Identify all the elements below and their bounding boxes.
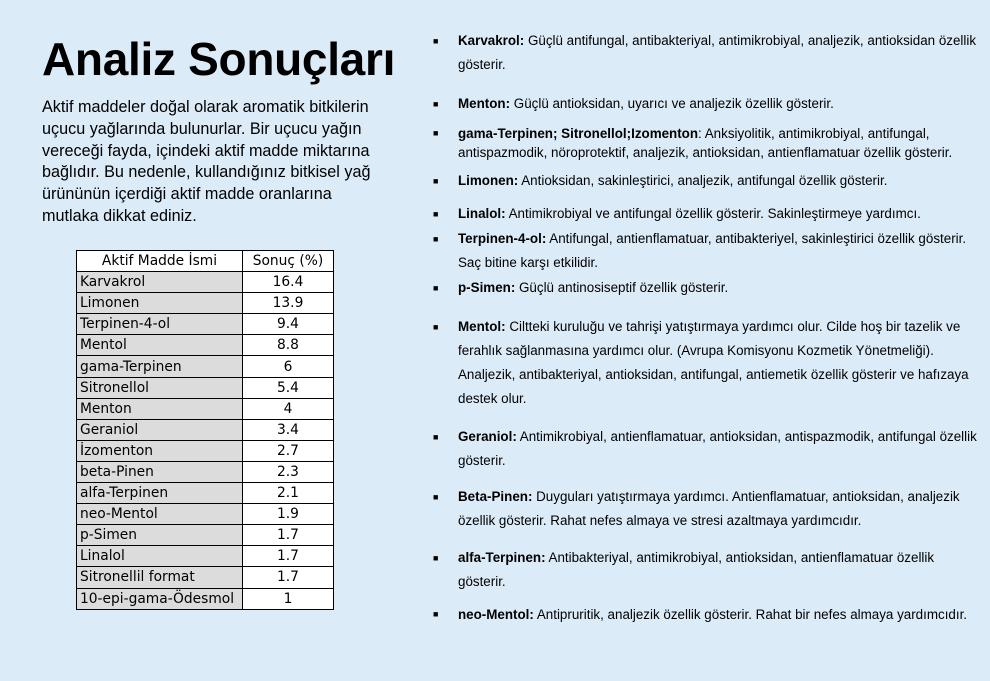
results-table bbox=[76, 250, 334, 610]
list-item-neo-mentol bbox=[433, 605, 979, 624]
item-name: alfa-Terpinen: bbox=[458, 550, 546, 565]
square-bullet-icon: ■ bbox=[433, 234, 439, 244]
substance-value: 1.7 bbox=[243, 546, 334, 567]
substance-name: Sitronellol bbox=[77, 377, 243, 398]
substance-value: 16.4 bbox=[243, 272, 334, 293]
item-description: Güçlü antinosiseptif özellik gösterir. bbox=[515, 280, 729, 295]
list-item-p-simen bbox=[433, 276, 979, 300]
table-row bbox=[77, 356, 334, 377]
substance-value: 1 bbox=[243, 588, 334, 609]
item-description: Antioksidan, sakinleştirici, analjezik, antifungal özellik gösterir. bbox=[518, 173, 888, 188]
substance-name: beta-Pinen bbox=[77, 461, 243, 482]
intro-paragraph: Aktif maddeler doğal olarak aromatik bitkilerin uçucu yağlarında bulunurlar. Bir uçucu yağın vereceği fayda, içindeki aktif madde miktarına bağlıdır. Bu nedenle, kullandığınız bitkisel yağ ürününün içerdiği aktif madde oranlarına mutlaka dikkat ediniz. bbox=[42, 98, 371, 225]
square-bullet-icon: ■ bbox=[433, 283, 439, 293]
list-item-beta-pinen bbox=[433, 485, 979, 533]
item-description: Ciltteki kuruluğu ve tahrişi yatıştırmaya yardımcı olur. Cilde hoş bir tazelik ve ferahlık sağlanmasına yardımcı olur. (Avrupa Komisyonu Kozmetik Yönetmeliği). Analjezik, antibakteriyal, antioksidan, antifungal, antiemetik özellik gösterir ve hafızaya destek olur. bbox=[458, 319, 969, 406]
item-name: Karvakrol: bbox=[458, 33, 525, 48]
item-description: Güçlü antifungal, antibakteriyal, antimikrobiyal, analjezik, antioksidan özellik gösterir. bbox=[458, 33, 977, 72]
substance-value: 5.4 bbox=[243, 377, 334, 398]
list-item-karvakrol bbox=[433, 29, 979, 77]
table-row bbox=[77, 419, 334, 440]
item-name: Beta-Pinen: bbox=[458, 489, 533, 504]
item-name: Limonen: bbox=[458, 173, 519, 188]
item-description: Antimikrobiyal ve antifungal özellik gösterir. Sakinleştirmeye yardımcı. bbox=[505, 206, 921, 221]
page-title: Analiz Sonuçları bbox=[42, 33, 396, 85]
substance-name: Limonen bbox=[77, 293, 243, 314]
square-bullet-icon: ■ bbox=[433, 128, 439, 138]
substance-value: 4 bbox=[243, 398, 334, 419]
square-bullet-icon: ■ bbox=[433, 322, 439, 332]
table-row bbox=[77, 525, 334, 546]
table-row bbox=[77, 335, 334, 356]
substance-value: 2.1 bbox=[243, 483, 334, 504]
item-name: Terpinen-4-ol: bbox=[458, 231, 547, 246]
substance-name: İzomenton bbox=[77, 440, 243, 461]
substance-name: alfa-Terpinen bbox=[77, 483, 243, 504]
item-description: Antibakteriyal, antimikrobiyal, antioksidan, antienflamatuar özellik gösterir. bbox=[458, 550, 935, 589]
list-item-gama-terpinen bbox=[433, 124, 979, 162]
substance-name: Terpinen-4-ol bbox=[77, 314, 243, 335]
substance-name: p-Simen bbox=[77, 525, 243, 546]
substance-value: 1.9 bbox=[243, 504, 334, 525]
substance-value: 8.8 bbox=[243, 335, 334, 356]
table-row bbox=[77, 483, 334, 504]
square-bullet-icon: ■ bbox=[433, 432, 439, 442]
table-row bbox=[77, 272, 334, 293]
substance-name: Menton bbox=[77, 398, 243, 419]
table-row bbox=[77, 461, 334, 482]
substance-name: Karvakrol bbox=[77, 272, 243, 293]
substance-name: Linalol bbox=[77, 546, 243, 567]
item-description: : Anksiyolitik, antimikrobiyal, antifungal, antispazmodik, nöroprotektif, analjezik, antioksidan, antienflamatuar özellik gösterir. bbox=[458, 126, 953, 160]
table-header-row bbox=[77, 251, 334, 272]
substance-value: 2.3 bbox=[243, 461, 334, 482]
list-item-terpinen-4-ol bbox=[433, 227, 979, 275]
item-name: Mentol: bbox=[458, 319, 506, 334]
table-row bbox=[77, 377, 334, 398]
table-row bbox=[77, 293, 334, 314]
item-description: Güçlü antioksidan, uyarıcı ve analjezik özellik gösterir. bbox=[510, 96, 834, 111]
table-row bbox=[77, 440, 334, 461]
square-bullet-icon: ■ bbox=[433, 553, 439, 563]
table-row bbox=[77, 567, 334, 588]
list-item-mentol bbox=[433, 315, 979, 411]
substance-name: Mentol bbox=[77, 335, 243, 356]
item-name: gama-Terpinen; Sitronellol;Izomenton bbox=[458, 126, 699, 141]
item-name: neo-Mentol: bbox=[458, 607, 534, 622]
substance-name: neo-Mentol bbox=[77, 504, 243, 525]
list-item-menton bbox=[433, 92, 979, 116]
substance-value: 13.9 bbox=[243, 293, 334, 314]
item-description: Antifungal, antienflamatuar, antibakteriyel, sakinleştirici özellik gösterir. Saç bitine karşı etkilidir. bbox=[458, 231, 967, 270]
substance-value: 1.7 bbox=[243, 567, 334, 588]
item-description: Antimikrobiyal, antienflamatuar, antioksidan, antispazmodik, antifungal özellik gösterir. bbox=[458, 429, 977, 468]
substance-value: 1.7 bbox=[243, 525, 334, 546]
square-bullet-icon: ■ bbox=[433, 609, 439, 619]
substance-name: 10-epi-gama-Ödesmol bbox=[77, 588, 243, 609]
square-bullet-icon: ■ bbox=[433, 209, 439, 219]
item-description: Antipruritik, analjezik özellik gösterir. Rahat bir nefes almaya yardımcıdır. bbox=[533, 607, 968, 622]
item-name: p-Simen: bbox=[458, 280, 516, 295]
substance-value: 9.4 bbox=[243, 314, 334, 335]
square-bullet-icon: ■ bbox=[433, 36, 439, 46]
square-bullet-icon: ■ bbox=[433, 176, 439, 186]
substance-name: gama-Terpinen bbox=[77, 356, 243, 377]
table-row bbox=[77, 588, 334, 609]
item-name: Menton: bbox=[458, 96, 511, 111]
item-name: Geraniol: bbox=[458, 429, 517, 444]
list-item-limonen bbox=[433, 169, 979, 193]
substance-name: Geraniol bbox=[77, 419, 243, 440]
item-description: Duyguları yatıştırmaya yardımcı. Antienflamatuar, antioksidan, analjezik özellik gösterir. Rahat nefes almaya ve stresi azaltmaya yardımcıdır. bbox=[458, 489, 960, 528]
item-name: Linalol: bbox=[458, 206, 506, 221]
substance-name: Sitronellil format bbox=[77, 567, 243, 588]
substance-value: 6 bbox=[243, 356, 334, 377]
square-bullet-icon: ■ bbox=[433, 492, 439, 502]
column-header-result: Sonuç (%) bbox=[243, 251, 334, 272]
column-header-substance: Aktif Madde İsmi bbox=[77, 251, 243, 272]
list-item-geraniol bbox=[433, 425, 979, 473]
table-row bbox=[77, 398, 334, 419]
table-row bbox=[77, 314, 334, 335]
table-row bbox=[77, 546, 334, 567]
list-item-linalol bbox=[433, 202, 979, 226]
substance-value: 3.4 bbox=[243, 419, 334, 440]
substance-value: 2.7 bbox=[243, 440, 334, 461]
table-row bbox=[77, 504, 334, 525]
square-bullet-icon: ■ bbox=[433, 99, 439, 109]
list-item-alfa-terpinen bbox=[433, 546, 979, 594]
